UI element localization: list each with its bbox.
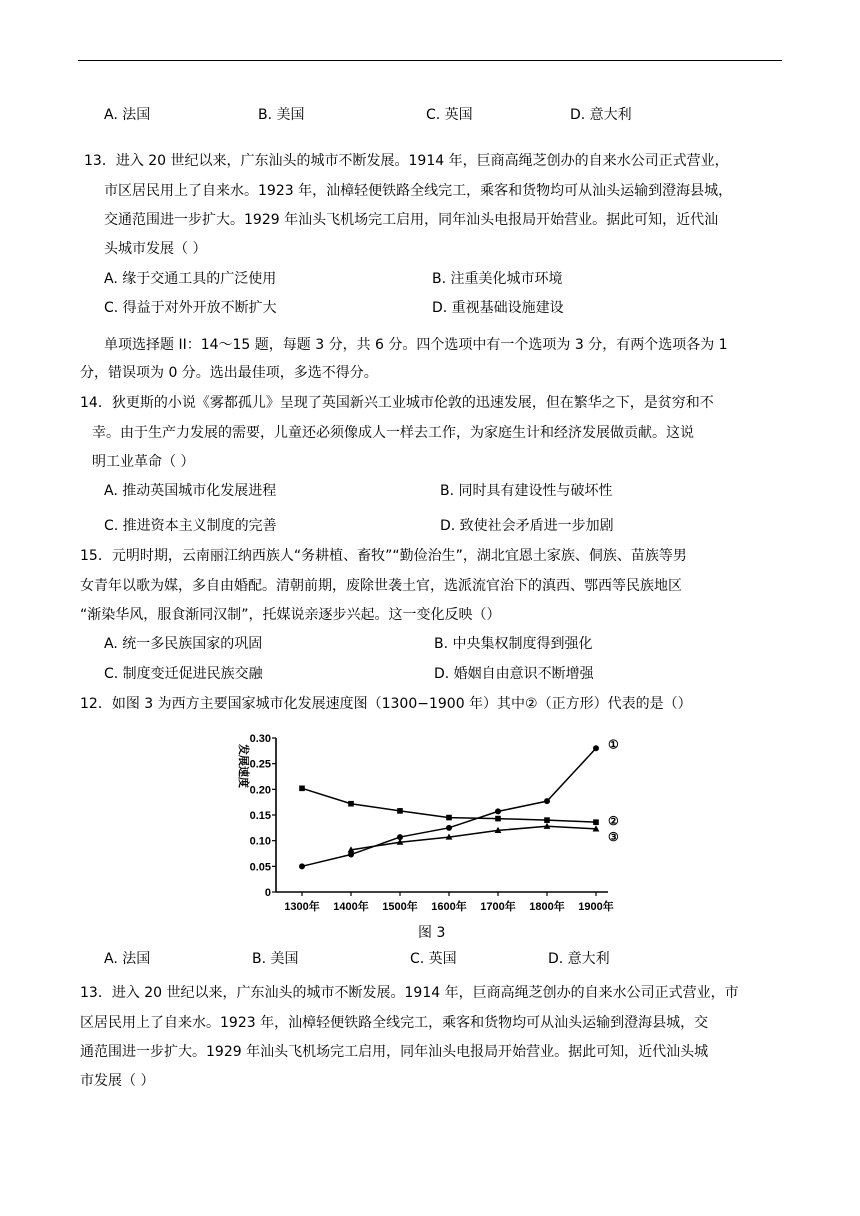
x-tick-label: 1400年 — [333, 901, 369, 913]
q15-line-3: “渐染华风，服食渐同汉制”，托媒说亲逐步兴起。这一变化反映（） — [80, 607, 501, 623]
x-tick-label: 1700年 — [480, 901, 516, 913]
q13a-option-a: A. 缘于交通工具的广泛使用 — [104, 271, 277, 287]
data-point-square — [446, 815, 452, 821]
x-tick-label: 1600年 — [431, 901, 467, 913]
q15-option-a: A. 统一多民族国家的巩固 — [104, 636, 263, 652]
y-tick-label: 0.30 — [249, 733, 271, 745]
series-label-2: ② — [608, 814, 619, 829]
data-point-circle — [299, 863, 305, 869]
q15-option-d: D. 婚姻自由意识不断增强 — [434, 666, 594, 682]
q13a-option-c: C. 得益于对外开放不断扩大 — [104, 300, 277, 316]
q12-option-b: B. 美国 — [252, 951, 299, 967]
section2-line-2: 分，错误项为 0 分。选出最佳项，多选不得分。 — [80, 365, 378, 381]
y-tick-label: 0.05 — [249, 861, 271, 874]
q12-stem: 12．如图 3 为西方主要国家城市化发展速度图（1300−1900 年）其中②（正方形）代表的是（） — [80, 696, 692, 712]
x-tick-label: 1500年 — [382, 901, 418, 913]
q14-line-1: 14．狄更斯的小说《雾都孤儿》呈现了英国新兴工业城市伦敦的迅速发展，但在繁华之下，是贫穷和不 — [80, 395, 714, 411]
data-point-square — [544, 817, 550, 823]
section2-line-1: 单项选择题 II：14～15 题，每题 3 分，共 6 分。四个选项中有一个选项为 3 分，有两个选项各为 1 — [104, 337, 728, 353]
q14-option-a: A. 推动英国城市化发展进程 — [104, 483, 277, 499]
data-point-square — [397, 808, 403, 814]
q13a-line-2: 市区居民用上了自来水。1923 年，汕樟轻便铁路全线完工，乘客和货物均可从汕头运输到澄海县城， — [104, 183, 733, 199]
x-tick-label: 1900年 — [578, 901, 614, 913]
q12-option-d: D. 意大利 — [548, 951, 610, 967]
data-point-square — [495, 816, 501, 822]
data-point-square — [348, 801, 354, 807]
q14-line-2: 幸。由于生产力发展的需要，儿童还必须像成人一样去工作，为家庭生计和经济发展做贡献。这说 — [92, 425, 694, 441]
q15-line-1: 15．元明时期，云南丽江纳西族人“务耕植、畜牧”“勤俭治生”，湖北宜恩土家族、侗族、苗族等男 — [80, 548, 687, 564]
y-tick-label: 0.15 — [249, 810, 271, 822]
data-point-circle — [446, 825, 452, 831]
y-tick-label: 0.25 — [249, 758, 271, 771]
data-point-circle — [544, 798, 550, 804]
x-tick-label: 1300年 — [284, 901, 320, 913]
series-line-1 — [302, 748, 596, 866]
y-tick-label: 0.10 — [249, 835, 271, 848]
data-point-circle — [593, 745, 599, 751]
series-label-1: ① — [608, 737, 619, 752]
q12-option-a: A. 法国 — [104, 951, 151, 967]
q13b-line-3: 通范围进一步扩大。1929 年汕头飞机场完工启用，同年汕头电报局开始营业。据此可知，近代汕头城 — [80, 1044, 709, 1060]
q13a-line-1: 13．进入 20 世纪以来，广东汕头的城市不断发展。1914 年，巨商高绳芝创办的自来水公司正式营业， — [84, 153, 729, 169]
header-rule — [78, 60, 782, 61]
data-point-circle — [495, 808, 501, 814]
q15-line-2: 女青年以歌为媒，多自由婚配。清朝前期，废除世袭土官，选派流官治下的滇西、鄂西等民族地区 — [80, 578, 682, 594]
q13a-option-d: D. 重视基础设施建设 — [432, 300, 564, 316]
x-tick-label: 1800年 — [529, 901, 565, 913]
data-point-square — [593, 819, 599, 825]
series-label-3: ③ — [608, 829, 619, 844]
q14-line-3: 明工业革命（ ） — [92, 454, 195, 470]
q13b-line-1: 13．进入 20 世纪以来，广东汕头的城市不断发展。1914 年，巨商高绳芝创办的自来水公司正式营业，市 — [80, 985, 739, 1001]
q15-option-b: B. 中央集权制度得到强化 — [434, 636, 593, 652]
figure-caption: 图 3 — [418, 925, 446, 941]
prev-option-a: A. 法国 — [104, 107, 151, 123]
q15-option-c: C. 制度变迁促进民族交融 — [104, 666, 263, 682]
q13a-line-4: 头城市发展（ ） — [104, 241, 207, 257]
q14-option-b: B. 同时具有建设性与破坏性 — [440, 483, 613, 499]
chart-series — [299, 737, 619, 869]
chart-ticks — [250, 733, 614, 913]
q13b-line-4: 市发展（ ） — [80, 1073, 155, 1089]
q14-option-c: C. 推进资本主义制度的完善 — [104, 518, 277, 534]
chart-ylabel: 发展速度 — [237, 744, 249, 788]
prev-option-b: B. 美国 — [258, 107, 305, 123]
data-point-square — [299, 786, 305, 792]
q13a-option-b: B. 注重美化城市环境 — [432, 271, 563, 287]
series-line-3 — [351, 826, 596, 850]
y-tick-label: 0.20 — [249, 784, 271, 797]
prev-option-d: D. 意大利 — [570, 107, 632, 123]
y-tick-label: 0 — [264, 887, 271, 899]
q14-option-d: D. 致使社会矛盾进一步加剧 — [440, 518, 614, 534]
q13b-line-2: 区居民用上了自来水。1923 年，汕樟轻便铁路全线完工，乘客和货物均可从汕头运输到澄海县城，交 — [80, 1015, 709, 1031]
urbanization-speed-chart — [228, 726, 628, 918]
q13a-line-3: 交通范围进一步扩大。1929 年汕头飞机场完工启用，同年汕头电报局开始营业。据此可知，近代汕 — [104, 212, 719, 228]
q12-option-c: C. 英国 — [410, 951, 457, 967]
prev-option-c: C. 英国 — [426, 107, 473, 123]
